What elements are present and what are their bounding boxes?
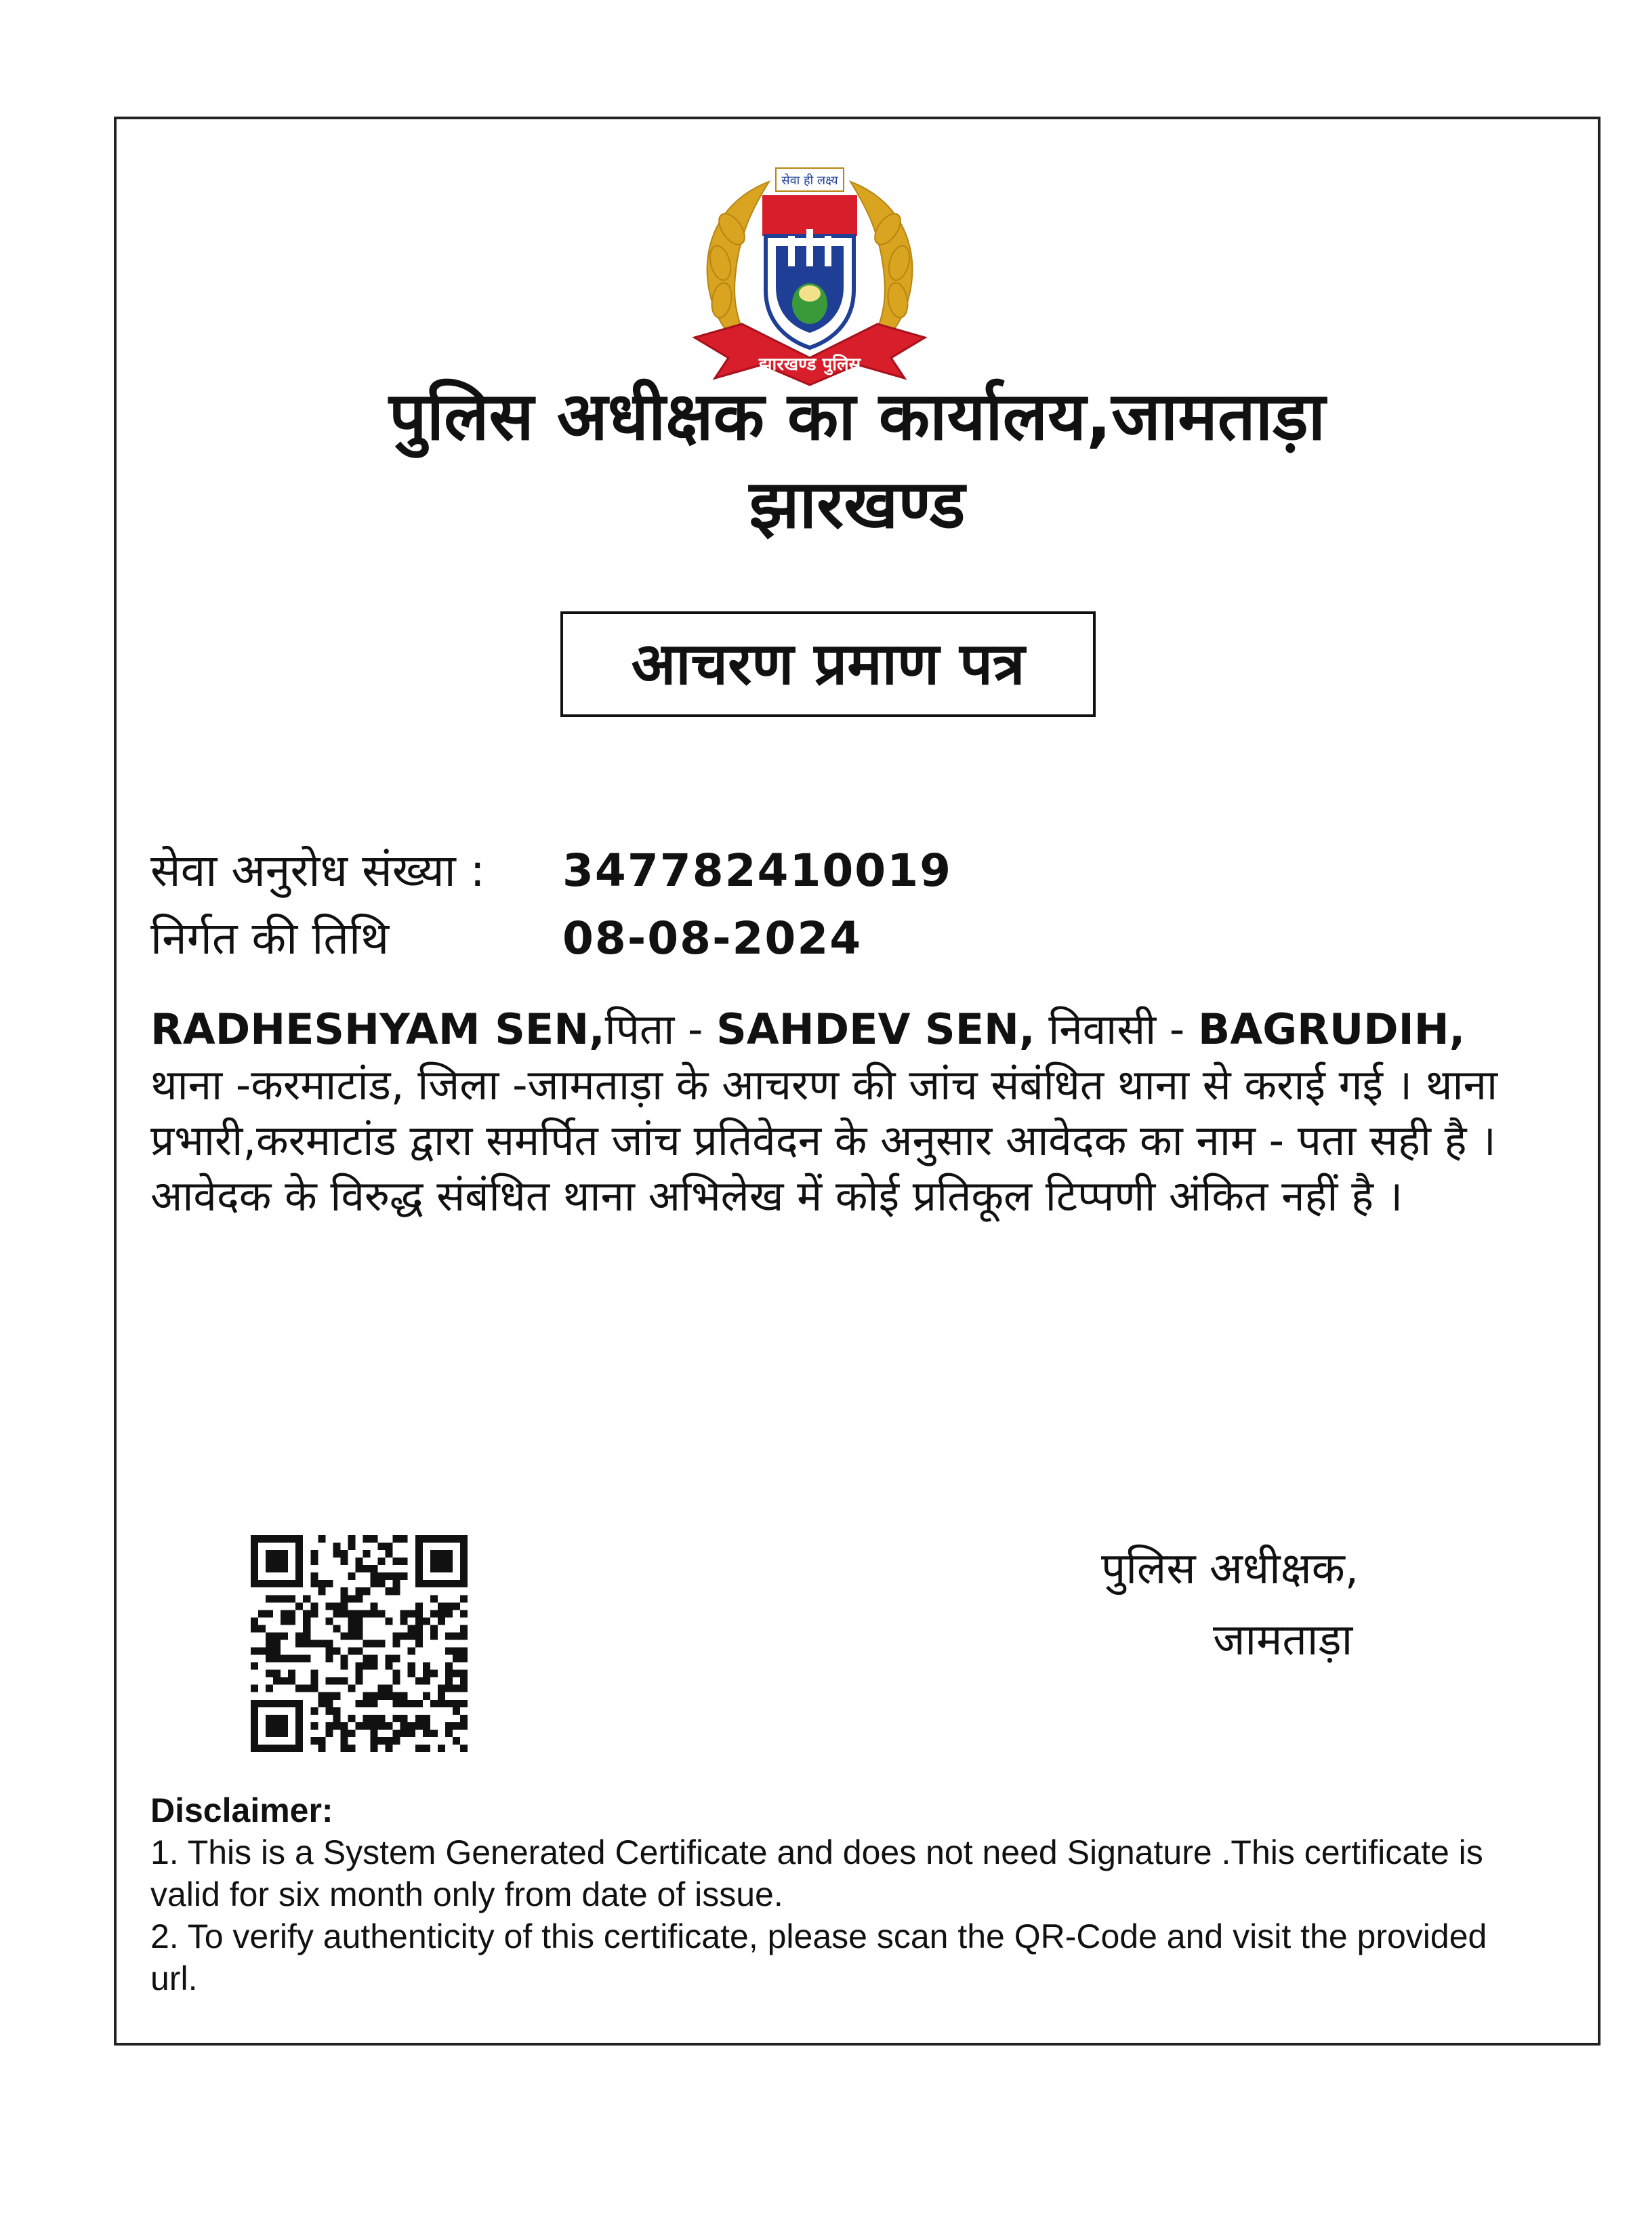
disclaimer <box>150 1789 1506 1999</box>
signatory-title: पुलिस अधीक्षक, <box>1101 1544 1359 1594</box>
issue-date-row <box>150 908 863 969</box>
emblem-motto: सेवा ही लक्ष्य <box>781 174 838 188</box>
certificate-body <box>150 1002 1512 1224</box>
disclaimer-heading: Disclaimer: <box>150 1791 333 1829</box>
jharkhand-police-emblem-icon <box>667 155 952 399</box>
request-number-row <box>150 840 953 901</box>
emblem-ribbon-text: झारखण्ड पुलिस <box>758 354 861 375</box>
office-title: पुलिस अधीक्षक का कार्यालय,जामताड़ा <box>389 378 1325 455</box>
signatory-place: जामताड़ा <box>1213 1615 1353 1665</box>
qr-code-icon[interactable] <box>251 1535 468 1752</box>
father-name: SAHDEV SEN, <box>716 1004 1035 1054</box>
certificate-title: आचरण प्रमाण पत्र <box>560 611 1096 717</box>
request-number-value: 347782410019 <box>562 845 953 897</box>
village-name: BAGRUDIH, <box>1197 1004 1466 1054</box>
request-number-label: सेवा अनुरोध संख्या : <box>150 845 485 897</box>
father-label: पिता - <box>604 1004 717 1054</box>
certificate-body-text: थाना -करमाटांड, जिला -जामताड़ा के आचरण की जांच संबंधित थाना से कराई गई । थाना प्रभारी,करमाटांड द्वारा समर्पित जांच प्रतिवेदन के अनुसार आवेदक का नाम - पता सही है । आवेदक के विरुद्ध संबंधित थाना अभिलेख में कोई प्रतिकूल टिप्पणी अंकित नहीं है । <box>150 1060 1498 1221</box>
issue-date-value: 08-08-2024 <box>562 912 863 964</box>
resident-label: निवासी - <box>1035 1004 1198 1054</box>
issue-date-label: निर्गत की तिथि <box>150 912 390 964</box>
disclaimer-point-2: 2. To verify authenticity of this certificate, please scan the QR-Code and visit the provided url. <box>150 1917 1487 1997</box>
applicant-name: RADHESHYAM SEN, <box>150 1004 605 1054</box>
office-state: झारखण्ड <box>749 466 966 544</box>
disclaimer-point-1: 1. This is a System Generated Certificate and does not need Signature .This certificate is valid for six month only from date of issue. <box>150 1833 1483 1913</box>
